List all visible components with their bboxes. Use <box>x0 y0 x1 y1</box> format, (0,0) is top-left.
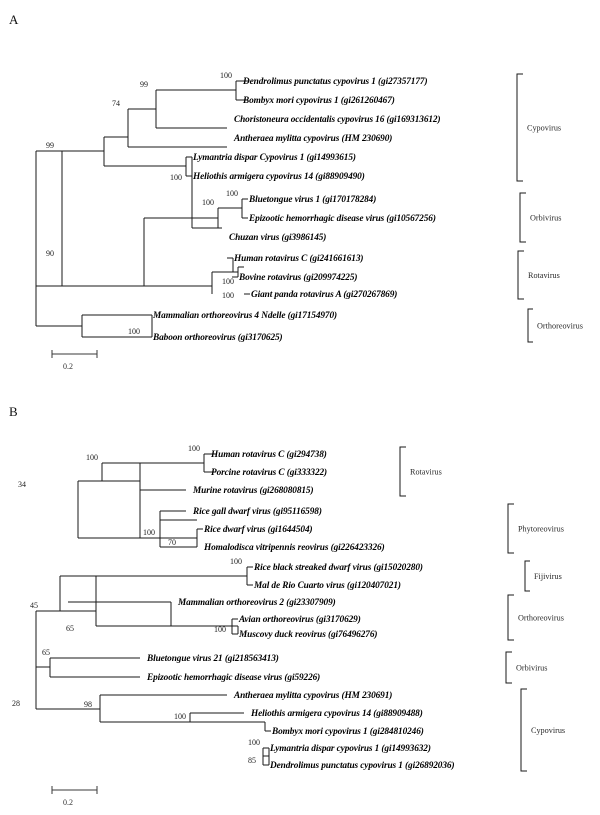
bootstrap-value: 98 <box>84 700 92 709</box>
taxon-label: Dendrolimus punctatus cypovirus 1 (gi26892036) <box>270 761 455 772</box>
branch-group <box>36 454 271 765</box>
group-label: Orbivirus <box>530 213 562 223</box>
group-bracket <box>521 689 527 771</box>
taxon-label: Human rotavirus C (gi241661613) <box>234 254 364 265</box>
taxon-label: Avian orthoreovirus (gi3170629) <box>239 615 361 626</box>
phylogenetic-tree-b <box>0 400 600 815</box>
scale-bar-label: 0.2 <box>63 362 73 371</box>
bootstrap-value: 65 <box>66 624 74 633</box>
taxon-label: Chuzan virus (gi3986145) <box>229 233 327 244</box>
taxon-label: Rice dwarf virus (gi1644504) <box>204 525 313 536</box>
taxon-label: Bovine rotavirus (gi209974225) <box>239 273 358 284</box>
bootstrap-value: 34 <box>18 480 26 489</box>
taxon-label: Bluetongue virus 21 (gi218563413) <box>147 654 279 665</box>
bootstrap-group <box>46 71 238 336</box>
panel-b-letter: B <box>9 404 18 419</box>
group-bracket <box>506 652 512 683</box>
taxon-label: Human rotavirus C (gi294738) <box>211 450 327 461</box>
bootstrap-value: 100 <box>188 444 200 453</box>
bootstrap-value: 70 <box>168 538 176 547</box>
group-bracket <box>525 561 530 591</box>
panel-a-letter: A <box>9 12 19 27</box>
bootstrap-value: 100 <box>143 528 155 537</box>
taxon-label: Lymantria dispar cypovirus 1 (gi14993632) <box>270 744 431 755</box>
bootstrap-value: 90 <box>46 249 54 258</box>
taxon-label: Baboon orthoreovirus (gi3170625) <box>153 333 283 344</box>
bootstrap-value: 100 <box>226 189 238 198</box>
group-label: Rotavirus <box>528 271 560 280</box>
group-bracket <box>508 595 514 640</box>
bootstrap-value: 100 <box>86 453 98 462</box>
bootstrap-value: 100 <box>222 277 234 286</box>
bootstrap-value: 100 <box>222 291 234 300</box>
taxon-label: Bluetongue virus 1 (gi170178284) <box>249 195 377 206</box>
bootstrap-value: 85 <box>248 756 256 765</box>
group-label: Orthoreovirus <box>537 321 583 331</box>
panel-a <box>0 0 600 400</box>
taxon-label: Antheraea mylitta cypovirus (HM 230690) <box>234 134 393 145</box>
group-label: Cypovirus <box>527 123 562 133</box>
phylogenetic-tree-a <box>0 0 600 400</box>
taxon-label-group <box>152 76 440 343</box>
group-label: Orbivirus <box>516 663 548 673</box>
bootstrap-value: 99 <box>140 80 148 89</box>
taxon-label: Rice black streaked dwarf virus (gi15020280) <box>254 563 423 574</box>
taxon-label: Mammalian orthoreovirus 2 (gi23307909) <box>178 598 336 609</box>
taxon-label: Rice gall dwarf virus (gi95116598) <box>193 507 322 518</box>
taxon-label: Porcine rotavirus C (gi333322) <box>211 468 328 479</box>
taxon-label: Giant panda rotavirus A (gi270267869) <box>251 290 398 301</box>
taxon-label: Homalodisca vitripennis reovirus (gi226423326) <box>204 543 385 554</box>
group-bracket <box>517 74 523 181</box>
group-bracket <box>528 309 533 342</box>
bootstrap-value: 100 <box>220 71 232 80</box>
taxon-label: Antheraea mylitta cypovirus (HM 230691) <box>234 691 393 702</box>
group-label: Cypovirus <box>531 726 566 735</box>
bootstrap-value: 100 <box>128 327 140 336</box>
group-bracket <box>520 193 526 242</box>
scale-bar <box>52 350 97 371</box>
taxon-label: Epizootic hemorrhagic disease virus (gi59226) <box>147 673 321 684</box>
group-bracket-group <box>517 74 583 342</box>
group-label: Rotavirus <box>410 467 442 477</box>
bootstrap-value: 45 <box>30 601 38 610</box>
taxon-label: Heliothis armigera cypovirus 14 (gi88909488) <box>251 709 423 720</box>
taxon-label: Epizootic hemorrhagic disease virus (gi10567256) <box>249 214 436 225</box>
taxon-label: Muscovy duck reovirus (gi76496276) <box>239 630 378 641</box>
group-bracket <box>400 447 406 496</box>
group-label: Fijivirus <box>534 572 562 581</box>
taxon-label: Mammalian orthoreovirus 4 Ndelle (gi17154970) <box>153 311 338 322</box>
group-label: Phytoreovirus <box>518 524 564 534</box>
bootstrap-value: 74 <box>112 99 120 108</box>
taxon-label: Dendrolimus punctatus cypovirus 1 (gi27357177) <box>243 77 428 88</box>
bootstrap-value: 100 <box>248 738 260 747</box>
taxon-label: Murine rotavirus (gi268080815) <box>193 486 314 497</box>
taxon-label: Choristoneura occidentalis cypovirus 16 (gi169313612) <box>234 115 441 126</box>
scale-bar <box>52 786 97 807</box>
branch-group <box>36 81 250 337</box>
bootstrap-value: 100 <box>202 198 214 207</box>
panel-b <box>0 400 600 815</box>
bootstrap-value: 100 <box>170 173 182 182</box>
bootstrap-value: 65 <box>42 648 50 657</box>
group-label: Orthoreovirus <box>518 613 564 623</box>
taxon-label: Bombyx mori cypovirus 1 (gi284810246) <box>272 727 424 738</box>
taxon-label: Bombyx mori cypovirus 1 (gi261260467) <box>243 96 395 107</box>
group-bracket <box>518 251 524 299</box>
taxon-label: Heliothis armigera cypovirus 14 (gi88909490) <box>193 172 365 183</box>
bootstrap-value: 100 <box>174 712 186 721</box>
bootstrap-value: 99 <box>46 141 54 150</box>
bootstrap-value: 100 <box>230 557 242 566</box>
bootstrap-value: 28 <box>12 699 20 708</box>
taxon-label: Mal de Rio Cuarto virus (gi120407021) <box>254 581 401 592</box>
scale-bar-label: 0.2 <box>63 798 73 807</box>
group-bracket <box>508 504 514 553</box>
taxon-label: Lymantria dispar Cypovirus 1 (gi14993615) <box>193 153 356 164</box>
bootstrap-value: 100 <box>214 625 226 634</box>
taxon-label-group <box>146 449 454 771</box>
group-bracket-group <box>400 447 565 771</box>
